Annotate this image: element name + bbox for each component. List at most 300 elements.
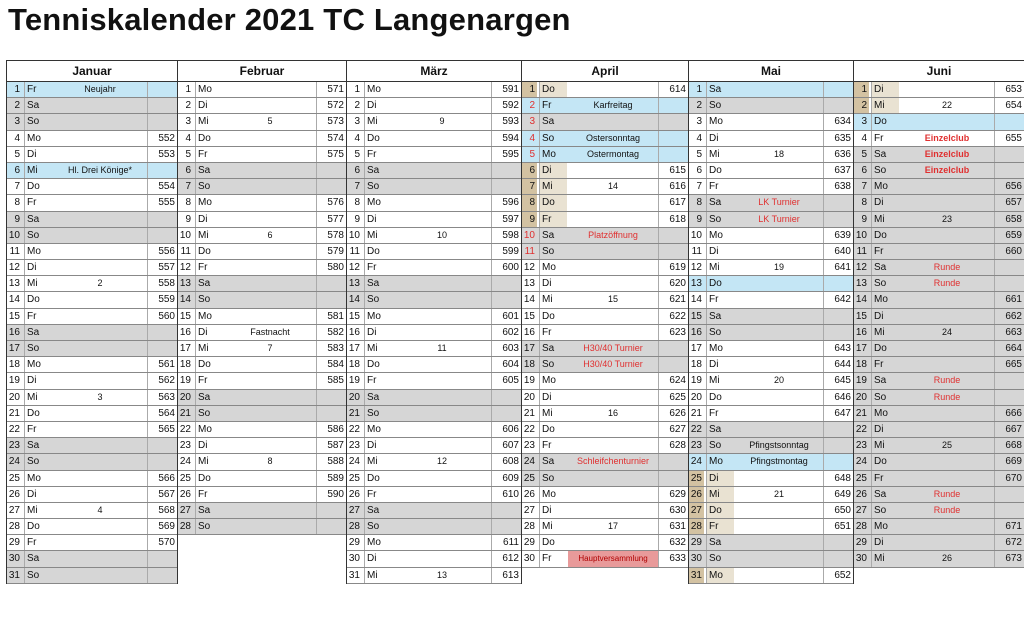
day-number: 16: [855, 326, 867, 338]
entry-number: 644: [823, 357, 853, 372]
event-label: [53, 519, 147, 534]
event-label: 6: [267, 229, 273, 240]
day-number: 12: [179, 262, 191, 274]
entry-number: [147, 228, 177, 243]
day-number: 22: [348, 423, 360, 435]
day-row: [854, 390, 1024, 406]
entry-number: 566: [147, 471, 177, 486]
weekday: Mo: [539, 147, 567, 162]
entry-number: 647: [823, 406, 853, 421]
day-number: 19: [523, 375, 535, 387]
day-row: [522, 341, 688, 357]
entry-number: 582: [316, 325, 346, 340]
event-label: [735, 406, 823, 421]
day-row: [347, 535, 521, 551]
day-row: [522, 212, 688, 228]
weekday: Sa: [706, 309, 734, 324]
day-number: 3: [14, 116, 20, 128]
weekday: Do: [539, 82, 567, 97]
day-number: 11: [180, 245, 191, 257]
weekday: Mi: [871, 98, 899, 113]
day-row: [7, 357, 177, 373]
event-label: [735, 325, 823, 340]
event-label: [393, 357, 491, 372]
day-row: [522, 519, 688, 535]
event-label: [735, 519, 823, 534]
day-number: 21: [523, 407, 535, 419]
weekday: Di: [539, 503, 567, 518]
weekday: Do: [24, 179, 52, 194]
day-row: [522, 357, 688, 373]
entry-number: [316, 179, 346, 194]
weekday: Di: [871, 309, 899, 324]
day-number: 23: [348, 440, 360, 452]
entry-number: [316, 390, 346, 405]
entry-number: [316, 276, 346, 291]
weekday: So: [24, 114, 52, 129]
day-number: 12: [523, 262, 535, 274]
weekday: Sa: [706, 82, 734, 97]
event-label: [224, 309, 316, 324]
day-number: 8: [354, 197, 360, 209]
day-row: [522, 228, 688, 244]
day-number: 18: [523, 359, 535, 371]
entry-number: 554: [147, 179, 177, 194]
day-number: 2: [529, 100, 535, 112]
day-number: 14: [179, 294, 191, 306]
day-number: 6: [185, 164, 191, 176]
weekday: Mi: [364, 228, 392, 243]
day-number: 17: [690, 343, 702, 354]
event-label: [53, 228, 147, 243]
entry-number: 565: [147, 422, 177, 437]
day-number: 11: [856, 245, 867, 257]
day-row: [7, 276, 177, 292]
event-label: 4: [97, 504, 103, 515]
day-row: [7, 471, 177, 487]
event-label: [224, 147, 316, 162]
weekday: Di: [364, 212, 392, 227]
entry-number: 671: [994, 519, 1024, 534]
weekday: Fr: [24, 422, 52, 437]
day-row: [689, 422, 853, 438]
event-label: 25: [941, 440, 952, 451]
day-number: 14: [690, 294, 702, 306]
event-label: [224, 163, 316, 178]
day-row: [178, 212, 346, 228]
event-label: [735, 131, 823, 146]
day-row: [854, 438, 1024, 454]
event-label: [735, 503, 823, 518]
event-label: [393, 212, 491, 227]
entry-number: 609: [491, 471, 521, 486]
weekday: Mo: [706, 114, 734, 129]
entry-number: [658, 454, 688, 469]
day-row: [689, 390, 853, 406]
day-row: [7, 98, 177, 114]
event-label: 16: [607, 407, 618, 418]
entry-number: 673: [994, 551, 1024, 566]
day-number: 22: [179, 423, 191, 435]
day-number: 18: [690, 359, 702, 371]
day-number: 3: [354, 116, 360, 128]
weekday: Sa: [364, 390, 392, 405]
entry-number: [994, 163, 1024, 178]
weekday: Mi: [871, 438, 899, 453]
event-label: [568, 390, 658, 405]
event-label: [224, 471, 316, 486]
entry-number: 586: [316, 422, 346, 437]
weekday: Sa: [871, 147, 899, 162]
day-row: [347, 292, 521, 308]
day-row: [7, 82, 177, 98]
day-number: 10: [8, 229, 20, 241]
event-label: [900, 292, 994, 307]
weekday: Fr: [364, 487, 392, 502]
day-row: [689, 519, 853, 535]
day-row: [854, 309, 1024, 325]
weekday: Mo: [364, 535, 392, 550]
day-number: 7: [861, 181, 867, 193]
event-label: Einzelclub: [924, 164, 970, 175]
entry-number: 605: [491, 373, 521, 388]
entry-number: [823, 535, 853, 550]
event-label: 21: [773, 488, 784, 499]
event-label: [53, 147, 147, 162]
event-label: Hl. Drei Könige*: [67, 164, 133, 175]
day-number: 22: [523, 423, 535, 435]
weekday: Do: [24, 519, 52, 534]
day-number: 25: [855, 472, 867, 484]
event-label: [735, 276, 823, 291]
event-label: LK Turnier: [758, 197, 800, 208]
weekday: Di: [364, 325, 392, 340]
day-number: 10: [690, 229, 702, 241]
day-number: 20: [8, 391, 20, 403]
day-row: [7, 309, 177, 325]
day-row: [689, 212, 853, 228]
weekday: Fr: [706, 179, 734, 194]
day-number: 24: [179, 456, 191, 468]
event-label: 7: [267, 343, 273, 353]
weekday: Fr: [24, 309, 52, 324]
day-number: 18: [348, 359, 360, 371]
day-number: 14: [855, 294, 867, 306]
day-number: 27: [855, 504, 867, 516]
month-column-märz: [347, 60, 522, 584]
weekday: Do: [195, 244, 223, 259]
day-row: [347, 195, 521, 211]
day-row: [7, 260, 177, 276]
weekday: Di: [195, 98, 223, 113]
weekday: Di: [871, 195, 899, 210]
weekday: Fr: [871, 244, 899, 259]
weekday: Mi: [364, 568, 392, 583]
event-label: [224, 276, 316, 291]
entry-number: 615: [658, 163, 688, 178]
day-row: [689, 260, 853, 276]
day-number: 9: [522, 212, 537, 227]
event-label: [224, 98, 316, 113]
weekday: Mo: [706, 341, 734, 356]
day-row: [854, 195, 1024, 211]
day-number: 18: [855, 359, 867, 371]
day-number: 3: [861, 116, 867, 128]
entry-number: [994, 276, 1024, 291]
event-label: [393, 195, 491, 210]
month-header: Juni: [854, 60, 1024, 82]
day-row: [347, 228, 521, 244]
event-label: 22: [941, 100, 952, 111]
day-number: 27: [348, 504, 360, 516]
day-row: [854, 260, 1024, 276]
day-row: [689, 568, 853, 584]
entry-number: [823, 309, 853, 324]
entry-number: 622: [658, 309, 688, 324]
day-row: [7, 147, 177, 163]
day-row: [7, 406, 177, 422]
weekday: Mi: [364, 114, 392, 129]
weekday: So: [871, 503, 899, 518]
entry-number: 557: [147, 260, 177, 275]
day-row: [7, 195, 177, 211]
entry-number: 585: [316, 373, 346, 388]
event-label: [900, 244, 994, 259]
day-row: [7, 341, 177, 357]
event-label: [53, 568, 147, 583]
event-label: H30/40 Turnier: [583, 343, 643, 353]
month-header: Januar: [7, 60, 177, 82]
day-number: 3: [529, 116, 535, 128]
day-row: [689, 114, 853, 130]
event-label: [53, 373, 147, 388]
weekday: Sa: [24, 212, 52, 227]
entry-number: 619: [658, 260, 688, 275]
weekday: Mo: [364, 195, 392, 210]
event-label: Pfingstsonntag: [749, 440, 809, 451]
day-row: [178, 228, 346, 244]
month-column-februar: [178, 60, 347, 584]
event-label: [568, 471, 658, 486]
day-row: [7, 228, 177, 244]
event-label: Einzelclub: [924, 148, 970, 159]
event-label: [735, 244, 823, 259]
event-label: [393, 390, 491, 405]
weekday: Do: [364, 471, 392, 486]
month-header: März: [347, 60, 521, 82]
day-number: 10: [348, 229, 360, 241]
entry-number: 607: [491, 438, 521, 453]
event-label: 26: [941, 553, 952, 564]
event-label: 19: [773, 262, 784, 273]
entry-number: 662: [994, 309, 1024, 324]
entry-number: 643: [823, 341, 853, 356]
weekday: So: [706, 98, 734, 113]
weekday: Mi: [706, 147, 734, 162]
day-row: [178, 471, 346, 487]
entry-number: 668: [994, 438, 1024, 453]
weekday: Do: [706, 390, 734, 405]
event-label: [735, 341, 823, 356]
event-label: [53, 325, 147, 340]
day-row: [347, 179, 521, 195]
entry-number: [658, 228, 688, 243]
event-label: Karfreitag: [593, 100, 633, 111]
event-label: [393, 422, 491, 437]
day-number: 4: [861, 132, 867, 144]
entry-number: 631: [658, 519, 688, 534]
day-row: [689, 98, 853, 114]
entry-number: 618: [658, 212, 688, 227]
entry-number: 580: [316, 260, 346, 275]
day-row: [689, 131, 853, 147]
weekday: Do: [871, 341, 899, 356]
day-row: [854, 131, 1024, 147]
day-row: [689, 487, 853, 503]
day-row: [854, 276, 1024, 292]
day-row: [522, 114, 688, 130]
weekday: Mi: [195, 341, 223, 356]
day-row: [347, 551, 521, 567]
day-number: 16: [348, 326, 360, 338]
day-number: 21: [179, 407, 191, 419]
day-number: 26: [348, 488, 360, 500]
day-row: [854, 519, 1024, 535]
entry-number: 560: [147, 309, 177, 324]
event-label: [53, 260, 147, 275]
day-number: 1: [185, 84, 191, 95]
day-row: [854, 325, 1024, 341]
event-label: [900, 309, 994, 324]
entry-number: 669: [994, 454, 1024, 469]
weekday: Mo: [364, 82, 392, 97]
entry-number: 578: [316, 228, 346, 243]
weekday: Mi: [539, 292, 567, 307]
weekday: Mo: [364, 309, 392, 324]
weekday: Sa: [706, 195, 734, 210]
day-row: [854, 551, 1024, 567]
event-label: [568, 309, 658, 324]
entry-number: 567: [147, 487, 177, 502]
event-label: [393, 503, 491, 518]
day-number: 29: [8, 537, 20, 549]
day-number: 31: [348, 569, 360, 581]
day-row: [347, 131, 521, 147]
day-number: 9: [354, 213, 360, 225]
event-label: Hauptversammlung: [568, 551, 658, 566]
day-row: [347, 147, 521, 163]
day-number: 6: [861, 164, 867, 176]
event-label: [900, 179, 994, 194]
event-label: [53, 195, 147, 210]
event-label: Runde: [933, 278, 961, 289]
day-number: 8: [14, 197, 20, 209]
entry-number: 576: [316, 195, 346, 210]
day-row: [347, 82, 521, 98]
weekday: Mi: [364, 341, 392, 356]
entry-number: 625: [658, 390, 688, 405]
event-label: [393, 519, 491, 534]
entry-number: 665: [994, 357, 1024, 372]
event-label: [568, 438, 658, 453]
day-number: 5: [861, 148, 867, 160]
entry-number: [316, 503, 346, 518]
weekday: Di: [364, 438, 392, 453]
day-number: 16: [523, 326, 535, 338]
day-row: [689, 163, 853, 179]
event-label: [53, 292, 147, 307]
day-row: [854, 406, 1024, 422]
weekday: Do: [24, 292, 52, 307]
entry-number: 589: [316, 471, 346, 486]
event-label: [568, 195, 658, 210]
entry-number: 632: [658, 535, 688, 550]
weekday: So: [706, 551, 734, 566]
day-row: [7, 114, 177, 130]
entry-number: 552: [147, 131, 177, 146]
day-number: 2: [696, 100, 702, 112]
day-row: [689, 454, 853, 470]
entry-number: 561: [147, 357, 177, 372]
entry-number: [994, 147, 1024, 162]
event-label: [900, 422, 994, 437]
day-number: 23: [523, 440, 535, 452]
event-label: [53, 131, 147, 146]
event-label: [735, 309, 823, 324]
entry-number: [823, 82, 853, 97]
weekday: Mi: [195, 454, 223, 469]
day-row: [178, 373, 346, 389]
day-number: 7: [522, 179, 537, 194]
entry-number: [147, 568, 177, 583]
entry-number: [316, 406, 346, 421]
day-number: 17: [855, 343, 867, 354]
event-label: [53, 179, 147, 194]
event-label: 13: [436, 569, 447, 580]
event-label: 18: [773, 148, 784, 159]
day-row: [178, 454, 346, 470]
weekday: So: [871, 276, 899, 291]
weekday: Mo: [24, 357, 52, 372]
weekday: Sa: [24, 438, 52, 453]
day-row: [347, 212, 521, 228]
event-label: [568, 503, 658, 518]
day-number: 12: [855, 262, 867, 274]
day-number: 19: [8, 375, 20, 387]
weekday: So: [24, 568, 52, 583]
day-number: 17: [179, 343, 191, 354]
day-number: 25: [348, 472, 360, 484]
day-number: 13: [348, 278, 360, 290]
weekday: Mo: [539, 373, 567, 388]
weekday: Fr: [195, 487, 223, 502]
day-row: [522, 82, 688, 98]
day-row: [689, 325, 853, 341]
entry-number: [658, 341, 688, 356]
event-label: 17: [607, 521, 618, 532]
event-label: [224, 212, 316, 227]
event-label: [224, 406, 316, 421]
day-number: 5: [529, 148, 535, 160]
day-row: [522, 390, 688, 406]
entry-number: 657: [994, 195, 1024, 210]
day-number: 19: [690, 375, 702, 387]
day-number: 1: [696, 84, 702, 95]
day-number: 19: [348, 375, 360, 387]
day-row: [689, 228, 853, 244]
weekday: Sa: [195, 276, 223, 291]
entry-number: 568: [147, 503, 177, 518]
